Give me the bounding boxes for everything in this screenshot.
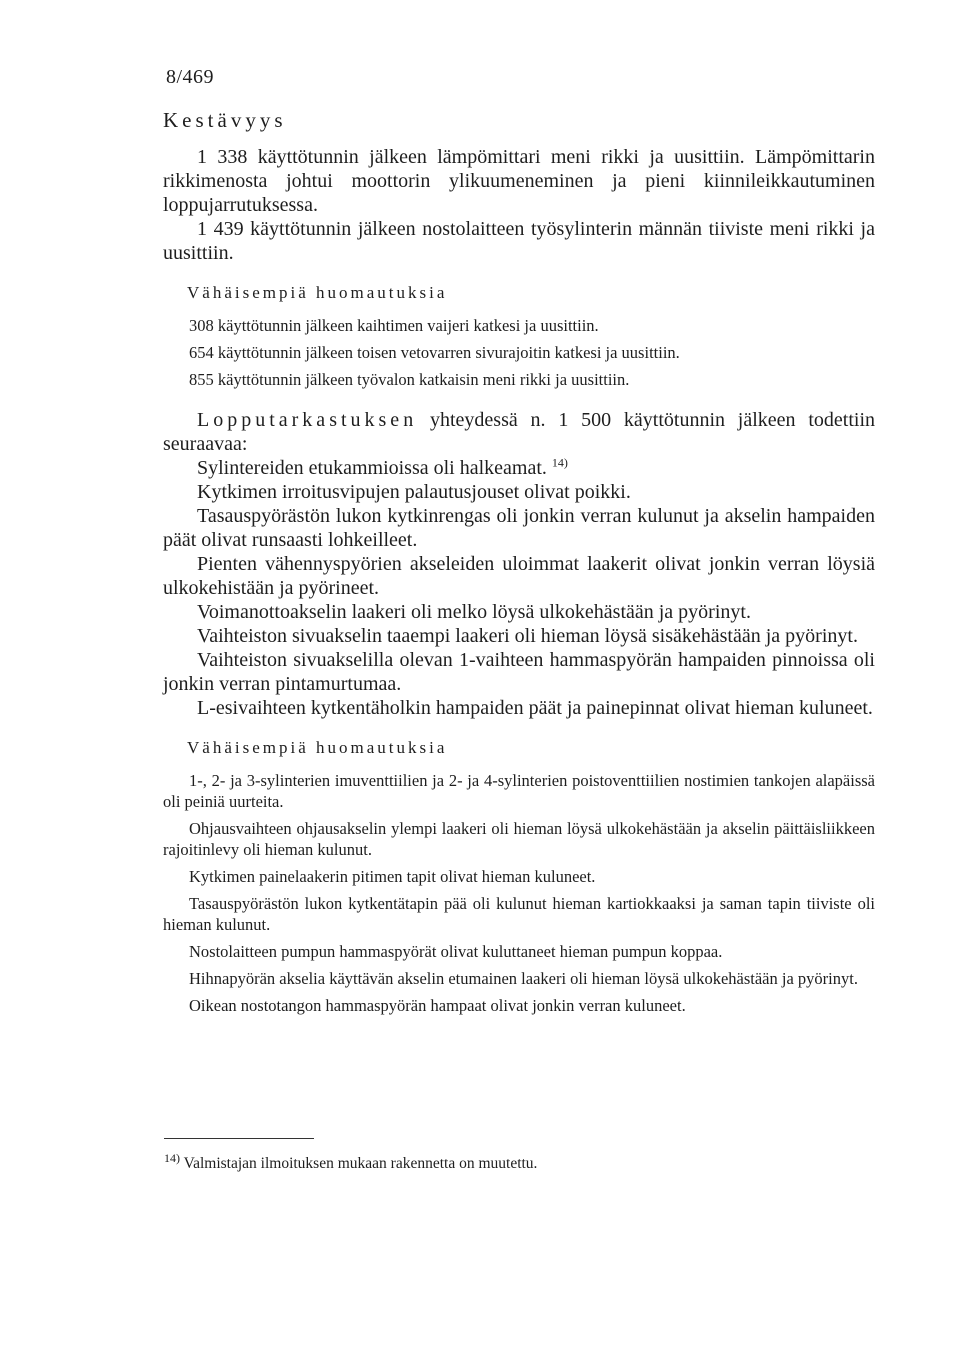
finding-item: Pienten vähennyspyörien akseleiden uloimmat laakerit olivat jonkin verran löysiä ulkokehistään ja pyörineet. — [163, 553, 875, 599]
remark-item: Kytkimen painelaakerin pitimen tapit olivat hieman kuluneet. — [189, 867, 596, 886]
finding-item: Tasauspyörästön lukon kytkinrengas oli jonkin verran kulunut ja akselin hampaiden päät olivat runsaasti lohkeilleet. — [163, 505, 875, 551]
sub-heading-minor-remarks: Vähäisempiä huomautuksia — [187, 738, 448, 757]
remark-item: Hihnapyörän akselia käyttävän akselin etumainen laakeri oli hieman löysä ulkokehästään ja pyörinyt. — [189, 969, 858, 988]
sub-heading-minor-remarks: Vähäisempiä huomautuksia — [187, 283, 448, 302]
remark-item: 308 käyttötunnin jälkeen kaihtimen vaijeri katkesi ja uusittiin. — [189, 316, 599, 335]
body-text — [163, 108, 875, 1022]
footnote-divider — [164, 1138, 314, 1139]
page-number: 8/469 — [166, 66, 215, 88]
remark-item: Oikean nostotangon hammaspyörän hampaat olivat jonkin verran kuluneet. — [189, 996, 686, 1015]
finding-item: Voimanottoakselin laakeri oli melko löysä ulkokehästään ja pyörinyt. — [197, 601, 751, 623]
footnote — [164, 1150, 864, 1174]
footnote-reference: 14) — [551, 455, 568, 470]
paragraph: 1 338 käyttötunnin jälkeen lämpömittari meni rikki ja uusittiin. Lämpömittarin rikkimenosta johtui moottorin ylikuumeneminen ja pieni kiinnileikkautuminen loppujarrutuksessa. — [163, 146, 875, 216]
remark-item: 1-, 2- ja 3-sylinterien imuventtiilien ja 2- ja 4-sylinterien poistoventtiilien nostimien tankojen alapäissä oli peiniä uurteita. — [163, 771, 875, 811]
remark-item: Tasauspyörästön lukon kytkentätapin pää oli kulunut hieman kartiokkaaksi ja saman tapin tiiviste oli hieman kulunut. — [163, 894, 875, 934]
finding-item: L-esivaihteen kytkentäholkin hampaiden päät ja painepinnat olivat hieman kuluneet. — [197, 697, 873, 719]
footnote-text: Valmistajan ilmoituksen mukaan rakennetta on muutettu. — [180, 1155, 538, 1172]
remark-item: 654 käyttötunnin jälkeen toisen vetovarren sivurajoitin katkesi ja uusittiin. — [189, 343, 680, 362]
remark-item: Ohjausvaihteen ohjausakselin ylempi laakeri oli hieman löysä ulkokehästään ja akselin päittäisliikkeen rajoitinlevy oli hieman kulunut. — [163, 819, 875, 859]
remark-item: 855 käyttötunnin jälkeen työvalon katkaisin meni rikki ja uusittiin. — [189, 370, 630, 389]
remark-item: Nostolaitteen pumpun hammaspyörät olivat kuluttaneet hieman pumpun koppaa. — [189, 942, 723, 961]
final-inspection-lead: Lopputarkastuksen — [197, 409, 418, 431]
finding-item: Vaihteiston sivuakselin taaempi laakeri oli hieman löysä sisäkehästään ja pyörinyt. — [197, 625, 858, 647]
finding-text: Sylintereiden etukammioissa oli halkeamat. — [197, 457, 547, 479]
finding-item — [163, 456, 875, 480]
section-heading-kestavyys: Kestävyys — [163, 108, 287, 132]
final-inspection-lead-rest: yhteydessä n. 1 500 käyttötunnin jälkeen todettiin seuraavaa: — [163, 409, 875, 455]
final-inspection-intro — [163, 408, 875, 456]
footnote-marker: 14) — [164, 1150, 180, 1165]
finding-item: Kytkimen irroitusvipujen palautusjouset olivat poikki. — [197, 481, 631, 503]
finding-item: Vaihteiston sivuakselilla olevan 1-vaihteen hammaspyörän hampaiden pinnoissa oli jonkin verran pintamurtumaa. — [163, 649, 875, 695]
paragraph: 1 439 käyttötunnin jälkeen nostolaitteen työsylinterin männän tiiviste meni rikki ja uusittiin. — [163, 218, 875, 264]
